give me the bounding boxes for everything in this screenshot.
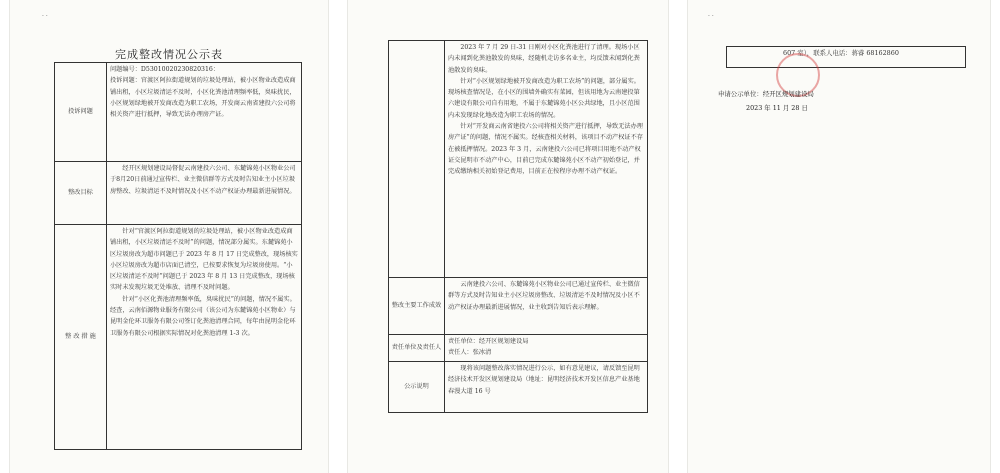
goal-row — [55, 162, 302, 225]
measures-continued-label — [389, 41, 445, 278]
work-results-content: 云南建投六公司、东麓锦苑小区物业公司已通过宣传栏、业主微信群等方式及时告知业主小区垃圾房整改、垃圾清运不及时情况及小区不动产权证办理最新进展情况，业主收到告知后表示理解。 — [445, 278, 648, 335]
applicant-unit: 申请公示单位：经开区规划建设局 — [718, 90, 814, 98]
work-results-label: 整改主要工作成效 — [389, 278, 445, 335]
responsible-person: 责任人：张冰清 — [448, 349, 492, 357]
scan-corner-mark: · · — [42, 13, 48, 20]
notice-table-page-2 — [388, 40, 648, 413]
document-title: 完成整改情况公示表 — [115, 48, 223, 61]
notice-row — [389, 362, 648, 413]
notice-continued-row — [727, 47, 966, 68]
measures-continued-cell — [445, 41, 648, 278]
notice-label: 公示说明 — [389, 362, 445, 413]
complaint-row — [55, 63, 302, 162]
measures-paragraph-2: 针对“小区化粪池清理频率低，臭味扰民”的问题，情况不属实。经查，云南佰源物业服务有限公司（该公司为东麓锦苑小区物业）与昆明金伦环卫服务有限公司签订化粪池清理合同，每年由昆明金伦环卫服务有限公司根据实际情况对化粪池清理 1-3 次。 — [110, 295, 296, 337]
measures-continued-paragraph-2: 针对“小区规划绿地被开发商改造为职工农场”的问题，部分属实。现场核查情况是，在小区的围墙外确实有菜园，但该用地为云南建投第六建设有限公司自有用地，不属于东麓锦苑小区公共绿地，且小区范围内未发现绿化地改造为职工农场的情况。 — [448, 77, 640, 119]
complaint-number: 问题编号：D53010020230820316： — [110, 66, 220, 73]
notice-table-page-3 — [726, 46, 966, 68]
complaint-content: 投诉问题：官渡区阿拉街道规划的垃圾处理站，被小区物业改造成商铺出租，小区垃圾清运不及时，小区化粪池清理频率低，臭味扰民，小区规划绿地被开发商改造为职工农场，开发商云南省建投六公司将相关资产进行抵押，导致无法办理房产证。 — [110, 77, 296, 119]
goal-label: 整改目标 — [55, 162, 107, 225]
measures-row — [55, 225, 302, 450]
work-results-row — [389, 278, 648, 335]
notice-table-page-1 — [54, 62, 302, 450]
complaint-cell — [107, 63, 302, 162]
responsible-cell — [445, 335, 648, 362]
scan-corner-mark: · · — [708, 13, 714, 20]
measures-continued-paragraph-3: 针对“开发商云南省建投六公司将相关资产进行抵押，导致无法办理房产证”的问题，情况不属实。经核查相关材料，该项目不动产权证不存在被抵押情况。2023 年 3 月，云南建投六公司已将项目用地不动产权证交昆明市不动产中心，目前已完成东麓锦苑小区不动产初始登记，并完成缴纳相关初始登记费用，目前正在按程序办理不动产权证。 — [448, 123, 643, 176]
notice-continued-content: 607 室），联系人电话：蒋睿 68162860 — [727, 47, 966, 68]
responsible-row — [389, 335, 648, 362]
measures-label: 整 改 措 施 — [55, 225, 107, 450]
document-page-3 — [688, 0, 990, 473]
measures-cell — [107, 225, 302, 450]
document-page-2 — [348, 0, 668, 473]
complaint-label: 投诉问题 — [55, 63, 107, 162]
notice-content: 现将该问题整改落实情况进行公示，如有意见建议，请反馈至昆明经济技术开发区规划建设局（地址：昆明经济技术开发区信息产业基地春漫大道 16 号 — [445, 362, 648, 413]
goal-content: 经开区规划建设局督促云南建投六公司、东麓锦苑小区物业公司于8月20日前通过宣传栏、业主微信群等方式及时告知业主小区垃圾房整改、垃圾清运不及时情况及小区不动产权证办理最新进展情况。 — [107, 162, 302, 225]
measures-continued-paragraph-1: 2023 年 7 月 29 日-31 日刚对小区化粪池进行了清理。现场小区内未闻到化粪池散发的臭味，经随机走访多名业主，均反馈未闻到化粪池散发的臭味。 — [448, 44, 640, 74]
responsible-label: 责任单位及责任人 — [389, 335, 445, 362]
publish-date: 2023 年 11 月 28 日 — [746, 104, 808, 112]
measures-continued-row — [389, 41, 648, 278]
responsible-unit: 责任单位：经开区规划建设局 — [448, 338, 529, 345]
document-page-1 — [10, 0, 328, 473]
measures-paragraph-1: 针对“官渡区阿拉街道规划的垃圾处理站，被小区物业改造成商铺出租，小区垃圾清运不及时”的问题，情况部分属实。东麓锦苑小区垃圾房改为超市问题已于 2023 年 8 月 17 日完成整改，现场核实小区垃圾房改为超市店面已清空，已按要求恢复为垃圾房使用。“小区垃圾清运不及时”问题已于 2023 年 8 月 13 日完成整改，现场核实时未发现垃圾无处堆放、清理不及时问题。 — [110, 228, 298, 292]
